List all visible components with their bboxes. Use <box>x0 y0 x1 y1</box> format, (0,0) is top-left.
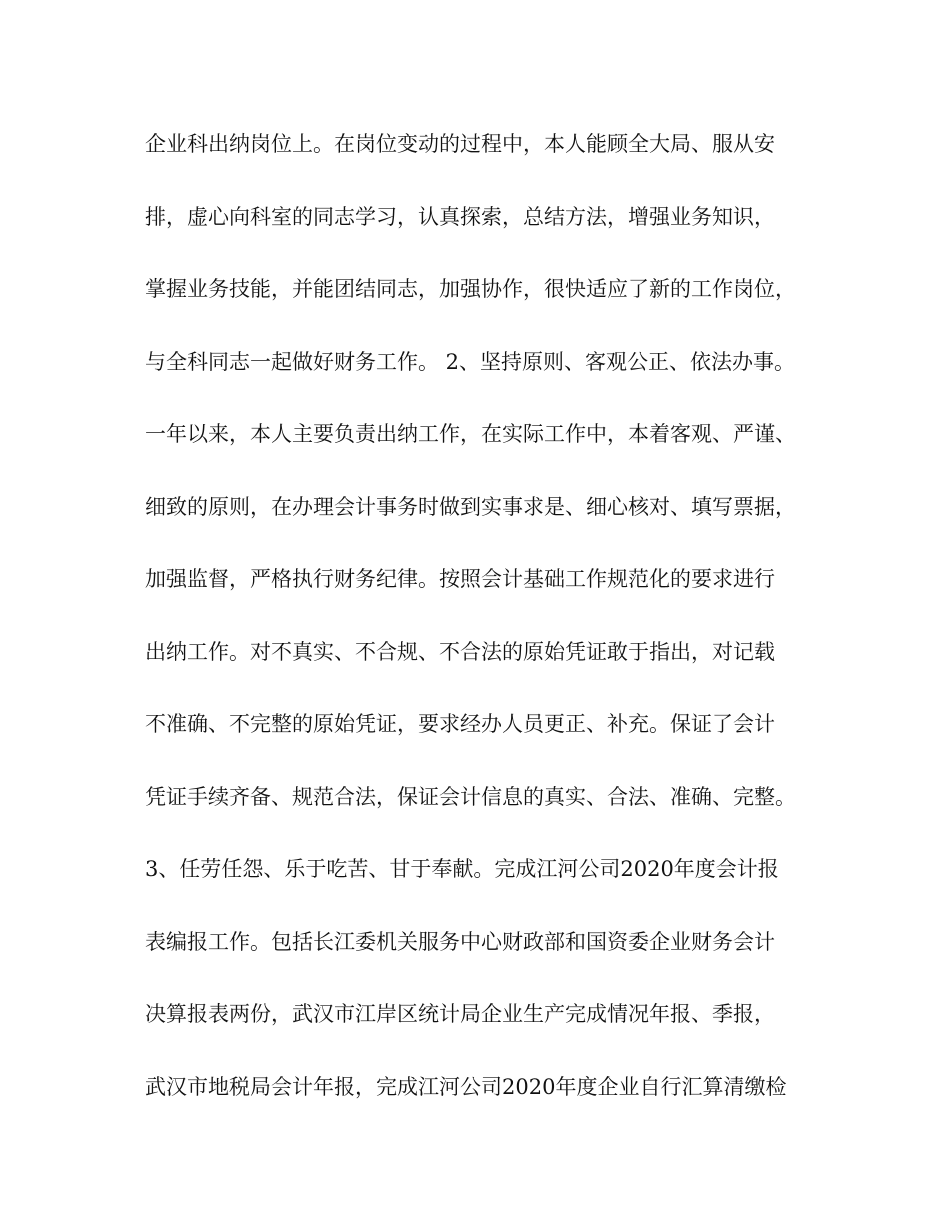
body-text <box>145 122 825 1137</box>
text-line: 决算报表两份，武汉市江岸区统计局企业生产完成情况年报、季报， <box>145 1002 775 1026</box>
text-line: 表编报工作。包括长江委机关服务中心财政部和国资委企业财务会计 <box>145 929 775 954</box>
text-line: 出纳工作。对不真实、不合规、不合法的原始凭证敢于指出，对记载 <box>145 639 775 664</box>
text-line: 3、任劳任怨、乐于吃苦、甘于奉献。完成江河公司2020年度会计报 <box>145 857 779 881</box>
text-line: 细致的原则，在办理会计事务时做到实事求是、细心核对、填写票据， <box>145 494 796 519</box>
text-line: 一年以来，本人主要负责出纳工作，在实际工作中，本着客观、严谨、 <box>145 422 796 446</box>
text-line: 凭证手续齐备、规范合法，保证会计信息的真实、合法、准确、完整。 <box>145 784 796 809</box>
text-line: 与全科同志一起做好财务工作。 2、坚持原则、客观公正、依法办事。 <box>145 349 796 374</box>
text-line: 不准确、不完整的原始凭证，要求经办人员更正、补充。保证了会计 <box>145 712 775 736</box>
text-line: 掌握业务技能，并能团结同志，加强协作，很快适应了新的工作岗位， <box>145 277 796 301</box>
text-line: 排，虚心向科室的同志学习，认真探索，总结方法，增强业务知识， <box>145 204 775 229</box>
text-line: 武汉市地税局会计年报，完成江河公司2020年度企业自行汇算清缴检 <box>145 1074 787 1099</box>
text-line: 企业科出纳岗位上。在岗位变动的过程中，本人能顾全大局、服从安 <box>145 132 775 156</box>
text-line: 加强监督，严格执行财务纪律。按照会计基础工作规范化的要求进行 <box>145 567 775 591</box>
